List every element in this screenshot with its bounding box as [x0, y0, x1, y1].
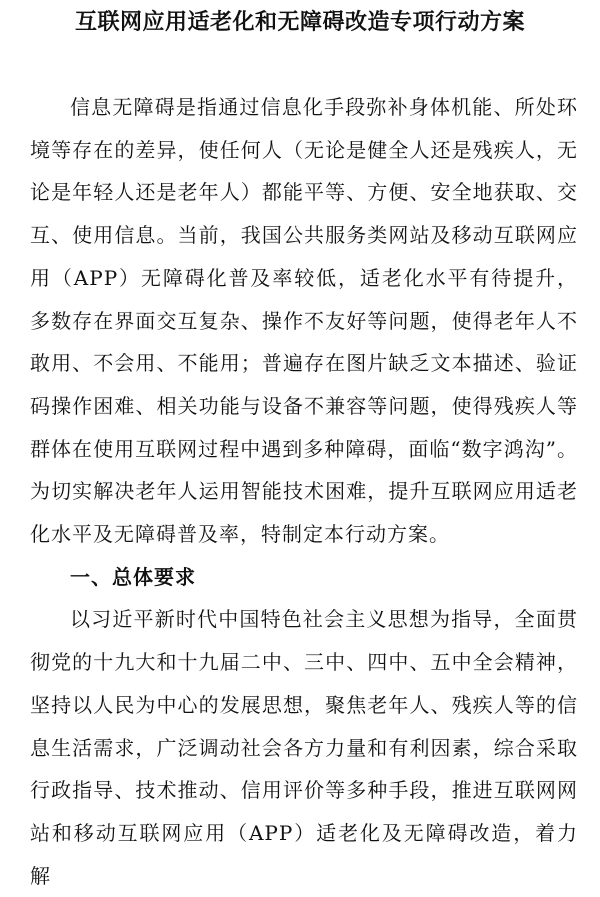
document-title: 互联网应用适老化和无障碍改造专项行动方案 — [74, 10, 525, 35]
section-paragraph: 以习近平新时代中国特色社会主义思想为指导，全面贯彻党的十九大和十九届二中、三中、四中、五中全会精神，坚持以人民为中心的发展思想，聚焦老年人、残疾人等的信息生活需求，广泛调动社会各方力量和有利因素，综合采取行政指导、技术推动、信用评价等多种手段，推进互联网网站和移动互联网应用（APP）适老化及无障碍改造，着力解 — [30, 607, 578, 888]
section-heading-general-requirements: 一、总体要求 — [70, 564, 196, 589]
intro-paragraph: 信息无障碍是指通过信息化手段弥补身体机能、所处环境等存在的差异，使任何人（无论是健全人还是残疾人，无论是年轻人还是老年人）都能平等、方便、安全地获取、交互、使用信息。当前，我国公共服务类网站及移动互联网应用（APP）无障碍化普及率较低，适老化水平有待提升，多数存在界面交互复杂、操作不友好等问题，使得老年人不敢用、不会用、不能用；普遍存在图片缺乏文本描述、验证码操作困难、相关功能与设备不兼容等问题，使得残疾人等群体在使用互联网过程中遇到多种障碍，面临“数字鸿沟”。为切实解决老年人运用智能技术困难，提升互联网应用适老化水平及无障碍普及率，特制定本行动方案。 — [30, 95, 578, 547]
document-body — [30, 86, 578, 897]
